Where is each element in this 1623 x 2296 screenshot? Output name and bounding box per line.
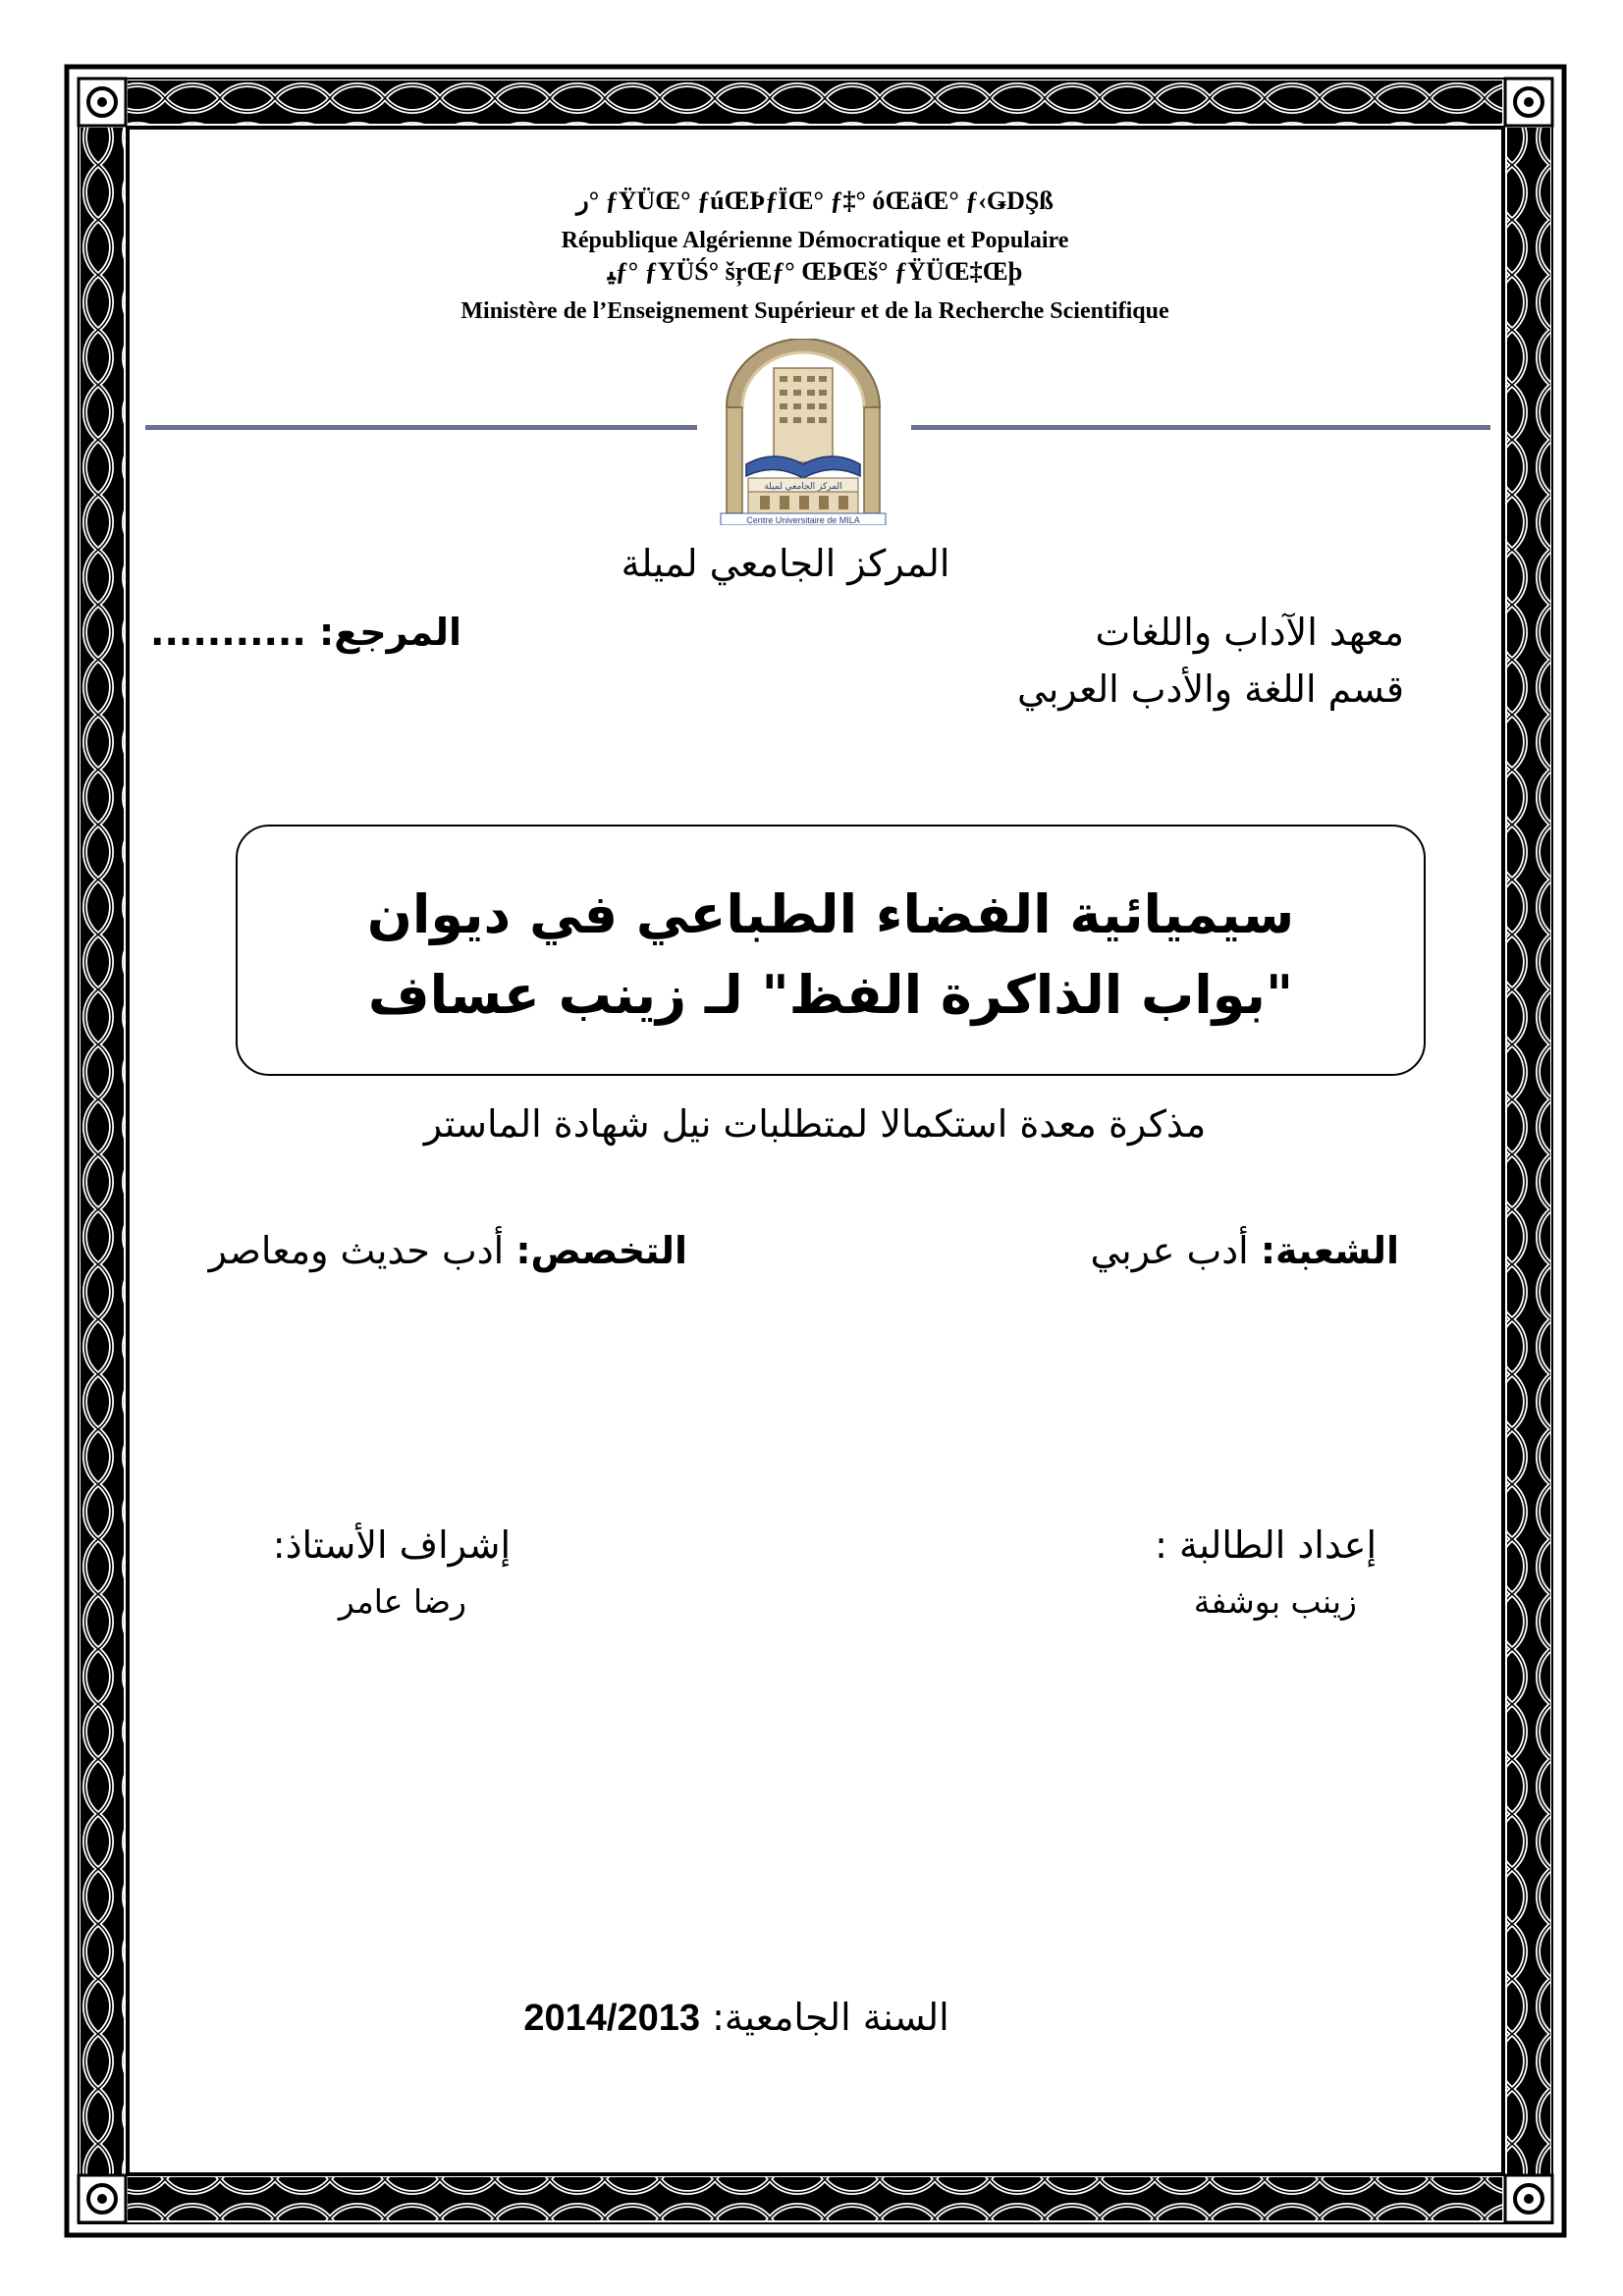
thesis-title-line1: سيميائية الفضاء الطباعي في ديوان xyxy=(366,883,1295,945)
reference-number: المرجع: ........... xyxy=(150,611,461,654)
specialty-field xyxy=(157,1229,687,1272)
university-logo xyxy=(717,339,890,525)
header-arabic-republic: ﺭ° ƒŸÜŒ° ƒúŒÞƒÏŒ° ƒ‡° óŒäŒ° ƒ‹ǤDŞß xyxy=(576,187,1054,215)
thesis-title-box xyxy=(236,825,1426,1076)
corner-ornament-bl xyxy=(79,2175,126,2222)
logo-caption: Centre Universitaire de MILA xyxy=(746,515,860,525)
supervisor-label: إشراف الأستاذ: xyxy=(272,1523,511,1567)
academic-year-label: السنة الجامعية: xyxy=(712,1996,949,2039)
header-rule-left xyxy=(145,425,697,430)
department-name: قسم اللغة والأدب العربي xyxy=(1017,667,1404,711)
thesis-title-line2: "بواب الذاكرة الفظ" لـ زينب عساف xyxy=(367,964,1294,1026)
header-ministry-fr: Ministère de l’Enseignement Supérieur et de la Recherche Scientifique xyxy=(460,298,1169,324)
specialty-label: التخصص: xyxy=(515,1229,687,1272)
institute-name: معهد الآداب واللغات xyxy=(1095,611,1404,654)
branch-value: أدب عربي xyxy=(1090,1229,1249,1272)
logo-inner-text: المركز الجامعي لميلة xyxy=(764,482,842,492)
corner-ornament-tl xyxy=(79,79,126,126)
thesis-subtitle: مذكرة معدة استكمالا لمتطلبات نيل شهادة الماستر xyxy=(423,1102,1207,1146)
specialty-value: أدب حديث ومعاصر xyxy=(208,1229,505,1272)
header-arabic-ministry: ﯿƒ° ƒYÜŚ° šŗŒƒ° ŒÞŒš° ƒŸÜŒ‡Œþ xyxy=(607,257,1023,286)
header-republic-fr: République Algérienne Démocratique et Populaire xyxy=(561,228,1069,253)
supervisor-name: رضا عامر xyxy=(338,1582,466,1621)
branch-label: الشعبة: xyxy=(1260,1229,1399,1272)
branch-field xyxy=(982,1229,1399,1272)
center-name: المركز الجامعي لميلة xyxy=(621,542,950,585)
academic-year-value: 2014/2013 xyxy=(523,1998,700,2039)
academic-year xyxy=(471,1996,1001,2040)
corner-ornament-br xyxy=(1505,2175,1552,2222)
header-rule-right xyxy=(911,425,1490,430)
corner-ornament-tr xyxy=(1505,79,1552,126)
student-label: إعداد الطالبة : xyxy=(1155,1523,1377,1567)
student-name: زينب بوشفة xyxy=(1193,1582,1357,1621)
